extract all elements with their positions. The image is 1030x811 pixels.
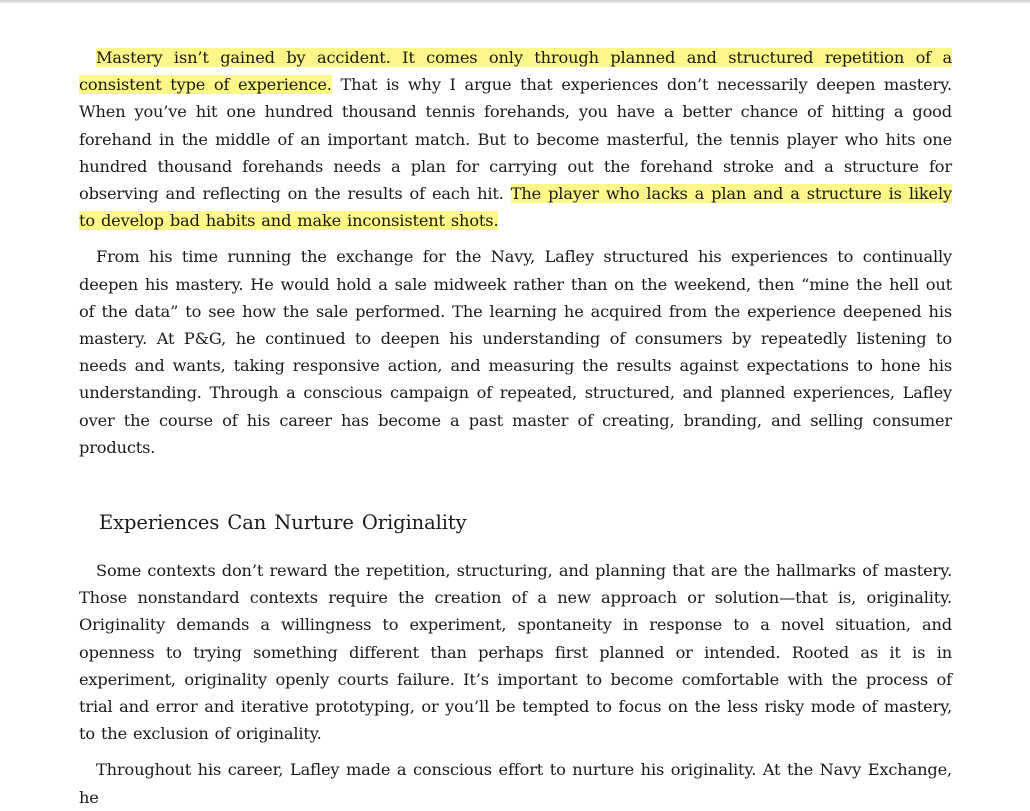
paragraph-mastery[interactable] — [79, 44, 952, 234]
highlighted-passage[interactable]: Mastery isn’t gained by accident. It comes only through planned and structured repetition of a consistent type of experience. — [79, 48, 952, 95]
paragraph-text: Throughout his career, Lafley made a conscious effort to nurture his originality. At the Navy Exchange, he — [79, 760, 952, 807]
highlighted-passage[interactable]: The player who lacks a plan and a structure is likely to develop bad habits and make inconsistent shots. — [79, 184, 952, 231]
paragraph-text: Some contexts don’t reward the repetition, structuring, and planning that are the hallmarks of mastery. Those nonstandard contexts require the creation of a new approach or solution—that is, originality. Originality demands a willingness to experiment, spontaneity in response to a novel situation, and openness to trying something different than perhaps first planned or intended. Rooted as it is in experiment, originality openly courts failure. It’s important to become comfortable with the process of trial and error and iterative prototyping, or you’ll be tempted to focus on the less risky mode of mastery, to the exclusion of originality. — [79, 561, 952, 744]
paragraph-text: That is why I argue that experiences don’t necessarily deepen mastery. When you’ve hit one hundred thousand tennis forehands, you have a better chance of hitting a good forehand in the middle of an important match. But to become masterful, the tennis player who hits one hundred thousand forehands needs a plan for carrying out the forehand stroke and a structure for observing and reflecting on the results of each hit. — [79, 75, 952, 204]
document-page[interactable] — [79, 44, 952, 811]
window-top-edge — [0, 0, 1030, 3]
paragraph-originality[interactable] — [79, 557, 952, 747]
section-heading: Experiences Can Nurture Originality — [99, 511, 467, 535]
paragraph-lafley-navy[interactable] — [79, 243, 952, 461]
paragraph-text: From his time running the exchange for the Navy, Lafley structured his experiences to continually deepen his mastery. He would hold a sale midweek rather than on the weekend, then “mine the hell out of the data” to see how the sale performed. The learning he acquired from the experience deepened his mastery. At P&G, he continued to deepen his understanding of consumers by repeatedly listening to needs and wants, taking responsive action, and measuring the results against expectations to hone his understanding. Through a conscious campaign of repeated, structured, and planned experiences, Lafley over the course of his career has become a past master of creating, branding, and selling consumer products. — [79, 247, 952, 457]
